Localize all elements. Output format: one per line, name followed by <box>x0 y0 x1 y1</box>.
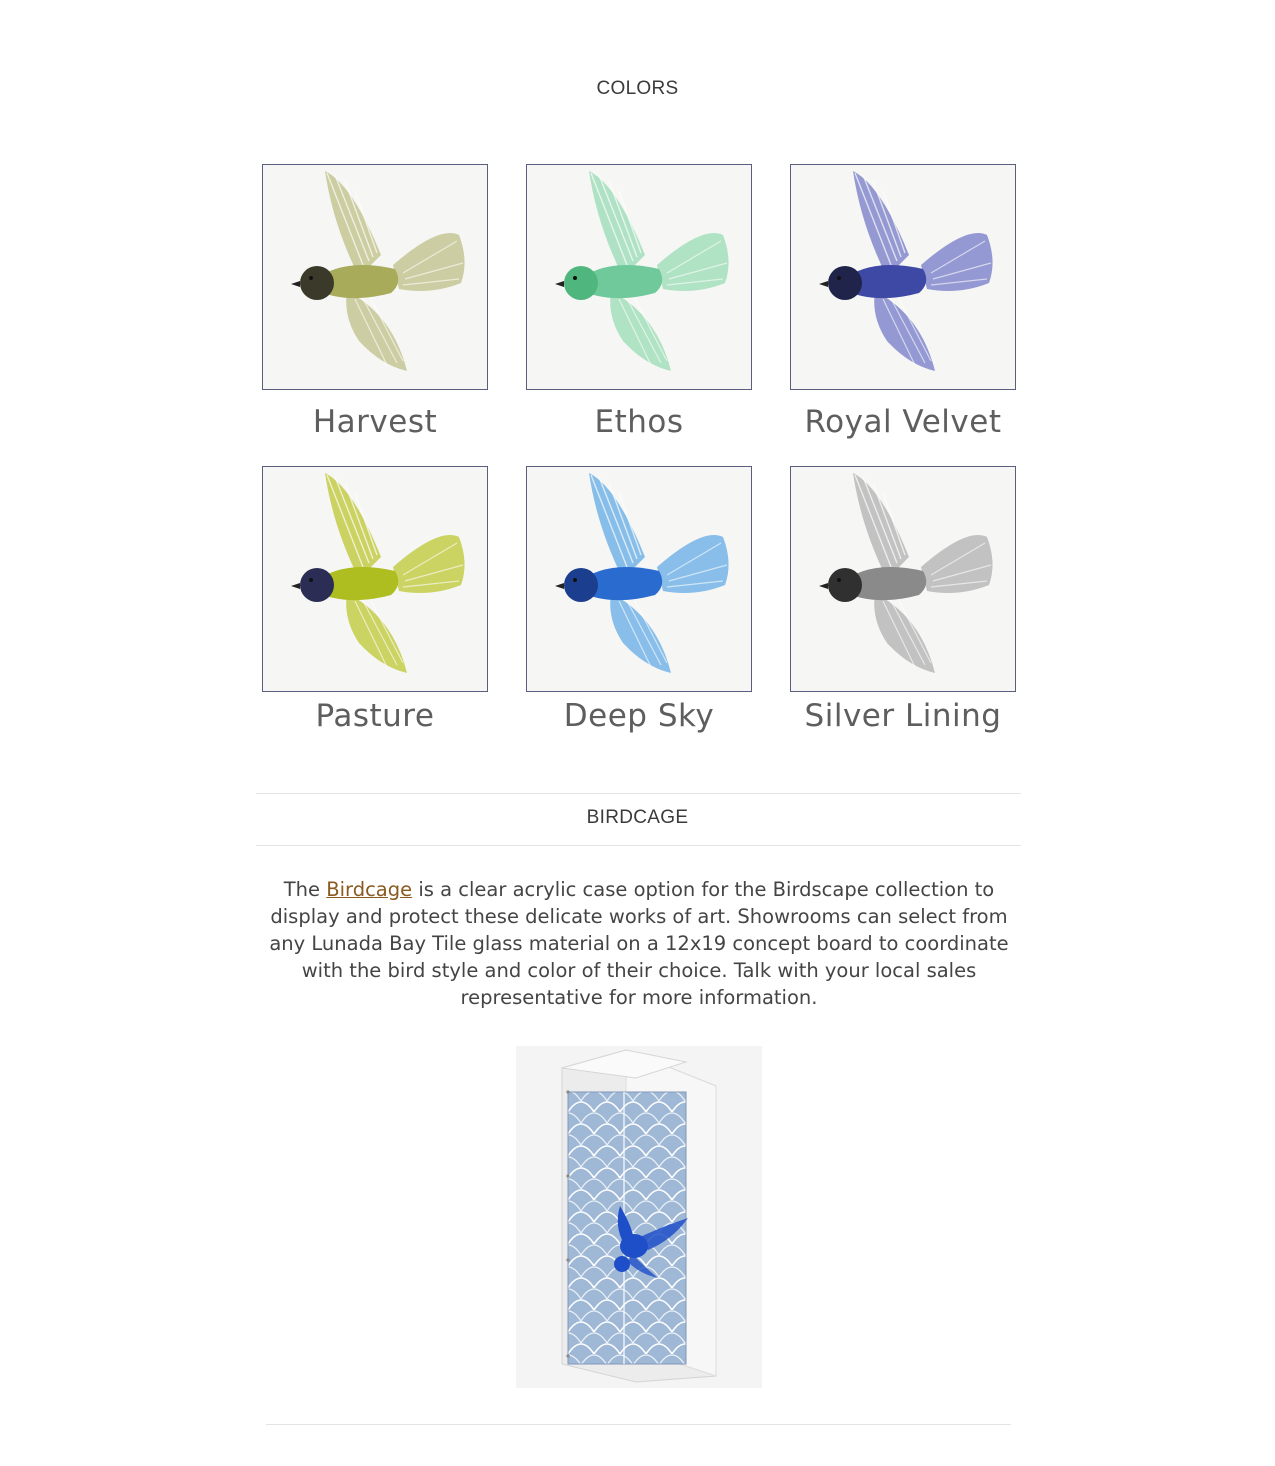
color-swatch[interactable] <box>526 164 752 440</box>
birdcage-title: BIRDCAGE <box>586 807 689 828</box>
color-swatch[interactable] <box>526 466 752 734</box>
glass-bird-icon <box>263 467 487 691</box>
bird-image <box>262 164 488 390</box>
divider-bottom <box>266 1424 1011 1425</box>
color-name-label: Harvest <box>312 404 438 440</box>
glass-bird-icon <box>527 467 751 691</box>
bird-image <box>790 164 1016 390</box>
bird-image <box>526 164 752 390</box>
colors-title: COLORS <box>596 78 679 99</box>
birdcage-illustration <box>516 1046 762 1388</box>
glass-bird-icon <box>527 165 751 389</box>
color-name-label: Silver Lining <box>804 698 1002 734</box>
color-name-label: Royal Velvet <box>804 404 1002 440</box>
birdcage-description: The Birdcage is a clear acrylic case option for the Birdscape collection to display and protect these delicate works of art. Showrooms can select from any Lunada Bay Tile glass material on a 12x19 concept board to coordinate with the bird style and color of their choice. Talk with your local sales representative for more information. <box>269 878 1009 1009</box>
color-swatch[interactable] <box>262 466 488 734</box>
color-swatch[interactable] <box>790 164 1016 440</box>
bird-image <box>790 466 1016 692</box>
birdcage-product-image <box>516 1046 762 1388</box>
color-name-label: Deep Sky <box>563 698 715 734</box>
glass-bird-icon <box>263 165 487 389</box>
bird-image <box>262 466 488 692</box>
birdcage-link[interactable]: Birdcage <box>326 878 413 901</box>
color-name-label: Ethos <box>594 404 684 440</box>
color-name-label: Pasture <box>315 698 435 734</box>
color-swatch[interactable] <box>262 164 488 440</box>
glass-bird-icon <box>791 467 1015 691</box>
glass-bird-icon <box>791 165 1015 389</box>
divider-middle <box>256 845 1021 846</box>
color-swatch[interactable] <box>790 466 1016 734</box>
divider-top <box>256 793 1021 794</box>
bird-image <box>526 466 752 692</box>
